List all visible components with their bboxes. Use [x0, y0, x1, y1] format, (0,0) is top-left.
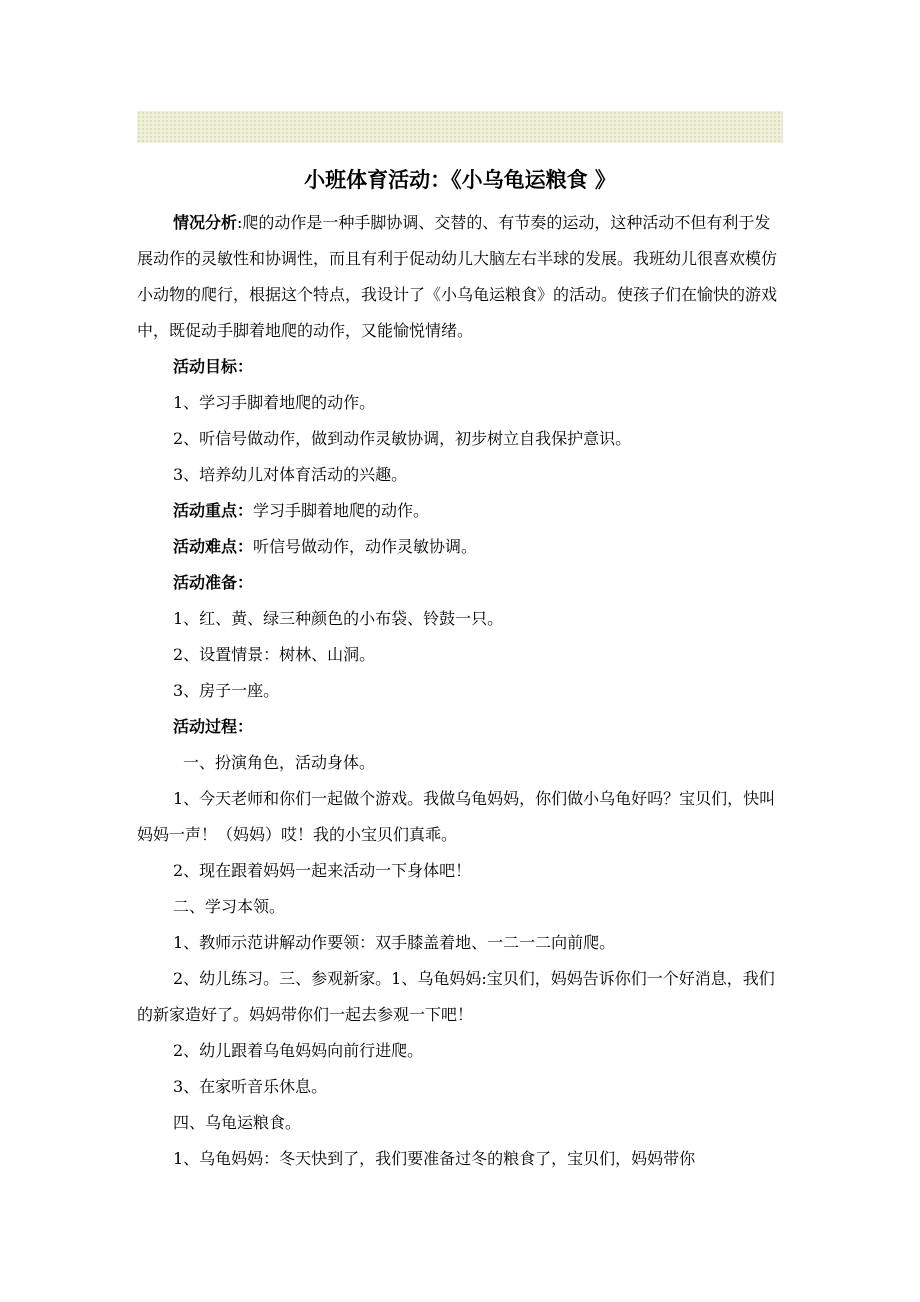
section-title: 四、乌龟运粮食。: [173, 1113, 302, 1132]
process-paragraph: 2、幼儿跟着乌龟妈妈向前行进爬。: [173, 1041, 424, 1060]
key-point-label: 活动重点：: [173, 501, 254, 520]
prep-heading: 活动准备：: [173, 573, 254, 592]
difficulty-line: [137, 529, 785, 565]
prep-item: 2、设置情景：树林、山洞。: [173, 645, 376, 664]
document-body: [137, 205, 785, 1177]
goals-heading: 活动目标：: [173, 357, 254, 376]
analysis-label: 情况分析: [173, 213, 238, 232]
analysis-text: :爬的动作是一种手脚协调、交替的、有节奏的运动，这种活动不但有利于发展动作的灵敏性和协调性，而且有利于促动幼儿大脑左右半球的发展。我班幼儿很喜欢模仿小动物的爬行，根据这个特点，我设计了《小乌龟运粮食》的活动。使孩子们在愉快的游戏中，既促动手脚着地爬的动作，又能愉悦情绪。: [137, 213, 778, 340]
goal-item: 1、学习手脚着地爬的动作。: [173, 393, 376, 412]
difficulty-label: 活动难点：: [173, 537, 254, 556]
document-title: 小班体育活动：《小乌龟运粮食 》: [304, 168, 616, 192]
difficulty-text: 听信号做动作，动作灵敏协调。: [253, 537, 478, 556]
process-paragraph: 2、现在跟着妈妈一起来活动一下身体吧！: [173, 861, 472, 880]
process-paragraph: 1、今天老师和你们一起做个游戏。我做乌龟妈妈，你们做小乌龟好吗？宝贝们，快叫妈妈一声！（妈妈）哎！我的小宝贝们真乖。: [137, 789, 776, 844]
process-paragraph: 1、教师示范讲解动作要领：双手膝盖着地、一二一二向前爬。: [173, 933, 616, 952]
header-banner: [137, 111, 783, 143]
analysis-paragraph: [137, 205, 785, 349]
section-title: 二、学习本领。: [173, 897, 286, 916]
goal-item: 2、听信号做动作，做到动作灵敏协调，初步树立自我保护意识。: [173, 429, 632, 448]
prep-item: 3、房子一座。: [173, 681, 280, 700]
section-title: 一、扮演角色，活动身体。: [183, 753, 376, 772]
process-heading: 活动过程：: [173, 717, 254, 736]
process-paragraph: 3、在家听音乐休息。: [173, 1077, 328, 1096]
process-paragraph: 2、幼儿练习。三、参观新家。1、乌龟妈妈:宝贝们，妈妈告诉你们一个好消息，我们的新家造好了。妈妈带你们一起去参观一下吧！: [137, 969, 775, 1024]
process-paragraph: 1、乌龟妈妈：冬天快到了，我们要准备过冬的粮食了，宝贝们，妈妈带你: [173, 1149, 696, 1168]
key-point-line: [137, 493, 785, 529]
goal-item: 3、培养幼儿对体育活动的兴趣。: [173, 465, 408, 484]
key-point-text: 学习手脚着地爬的动作。: [253, 501, 430, 520]
prep-item: 1、红、黄、绿三种颜色的小布袋、铃鼓一只。: [173, 609, 504, 628]
